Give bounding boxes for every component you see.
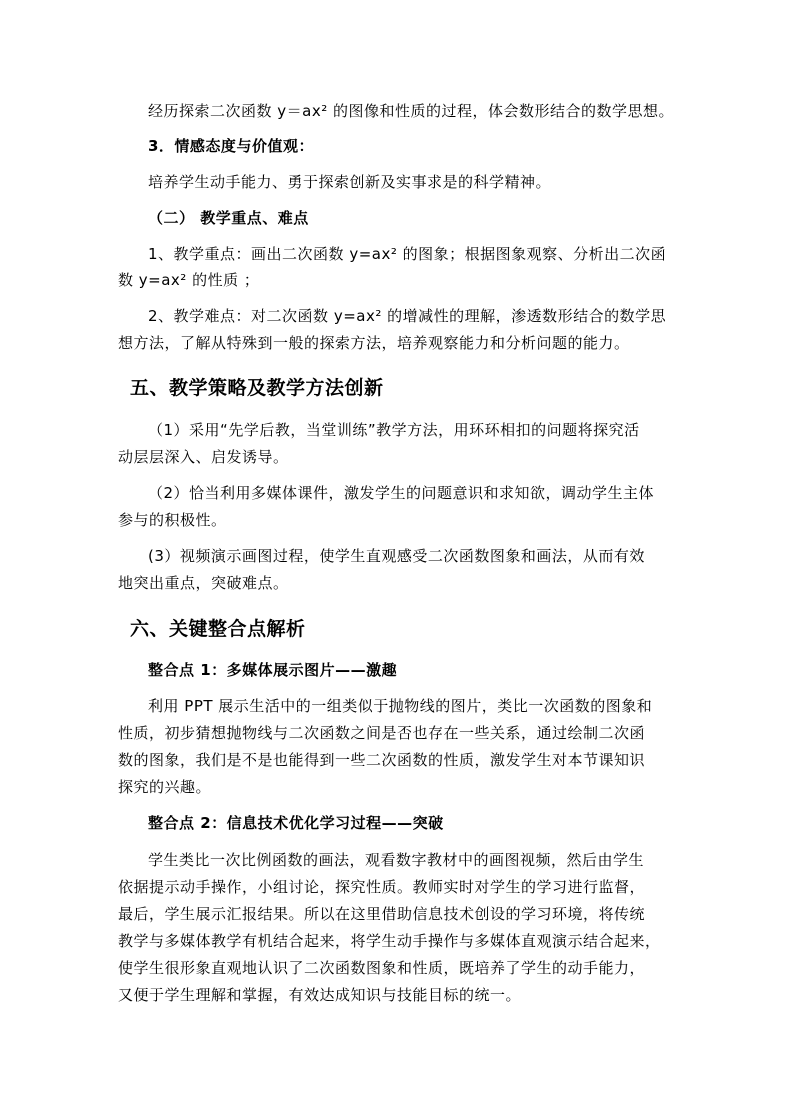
paragraph-line: (3）视频演示画图过程，使学生直观感受二次函数图象和画法，从而有效 [148,547,645,565]
paragraph-line: 培养学生动手能力、勇于探索创新及实事求是的科学精神。 [148,173,552,191]
paragraph-line: 探究的兴趣。 [118,778,212,796]
paragraph-line: （2）恰当利用多媒体课件，激发学生的问题意识和求知欲，调动学生主体 [148,484,655,502]
paragraph-line: 教学与多媒体教学有机结合起来，将学生动手操作与多媒体直观演示结合起来， [118,932,661,950]
paragraph-line: 参与的积极性。 [118,511,227,529]
paragraph-line: 数的图象，我们是不是也能得到一些二次函数的性质，激发学生对本节课知识 [118,751,646,769]
paragraph-line: 学生类比一次比例函数的画法，观看数字教材中的画图视频，然后由学生 [148,851,645,869]
paragraph-line: （1）采用“先学后教，当堂训练”教学方法，用环环相扣的问题将探究活 [148,421,640,439]
paragraph-line: 最后，学生展示汇报结果。所以在这里借助信息技术创设的学习环境，将传统 [118,905,646,923]
paragraph-line: 2、教学难点：对二次函数 y=ax² 的增减性的理解，渗透数形结合的数学思 [148,307,667,325]
chapter-heading: 六、关键整合点解析 [130,618,306,640]
paragraph-line: 依据提示动手操作，小组讨论，探究性质。教师实时对学生的学习进行监督， [118,878,646,896]
paragraph-line: 又便于学生理解和掌握，有效达成知识与技能目标的统一。 [118,986,522,1004]
paragraph-line: 动层层深入、启发诱导。 [118,448,289,466]
section-heading: 整合点 2：信息技术优化学习过程——突破 [148,814,444,832]
chapter-heading: 五、教学策略及教学方法创新 [130,377,384,399]
section-heading: （二） 教学重点、难点 [148,209,309,227]
paragraph-line: 数 y=ax² 的性质 ； [118,271,260,289]
paragraph-line: 地突出重点，突破难点。 [118,574,289,592]
paragraph-line: 1、教学重点：画出二次函数 y=ax² 的图象；根据图象观察、分析出二次函 [148,245,667,263]
paragraph-line: 利用 PPT 展示生活中的一组类似于抛物线的图片，类比一次函数的图象和 [148,697,653,715]
paragraph-line: 性质，初步猜想抛物线与二次函数之间是否也存在一些关系，通过绘制二次函 [118,724,646,742]
section-heading: 3．情感态度与价值观： [148,137,314,155]
paragraph-line: 经历探索二次函数 y＝ax² 的图像和性质的过程，体会数形结合的数学思想。 [148,102,674,120]
paragraph-line: 想方法，了解从特殊到一般的探索方法，培养观察能力和分析问题的能力。 [118,334,630,352]
section-heading: 整合点 1：多媒体展示图片——激趣 [148,661,398,679]
paragraph-line: 使学生很形象直观地认识了二次函数图象和性质，既培养了学生的动手能力， [118,959,646,977]
